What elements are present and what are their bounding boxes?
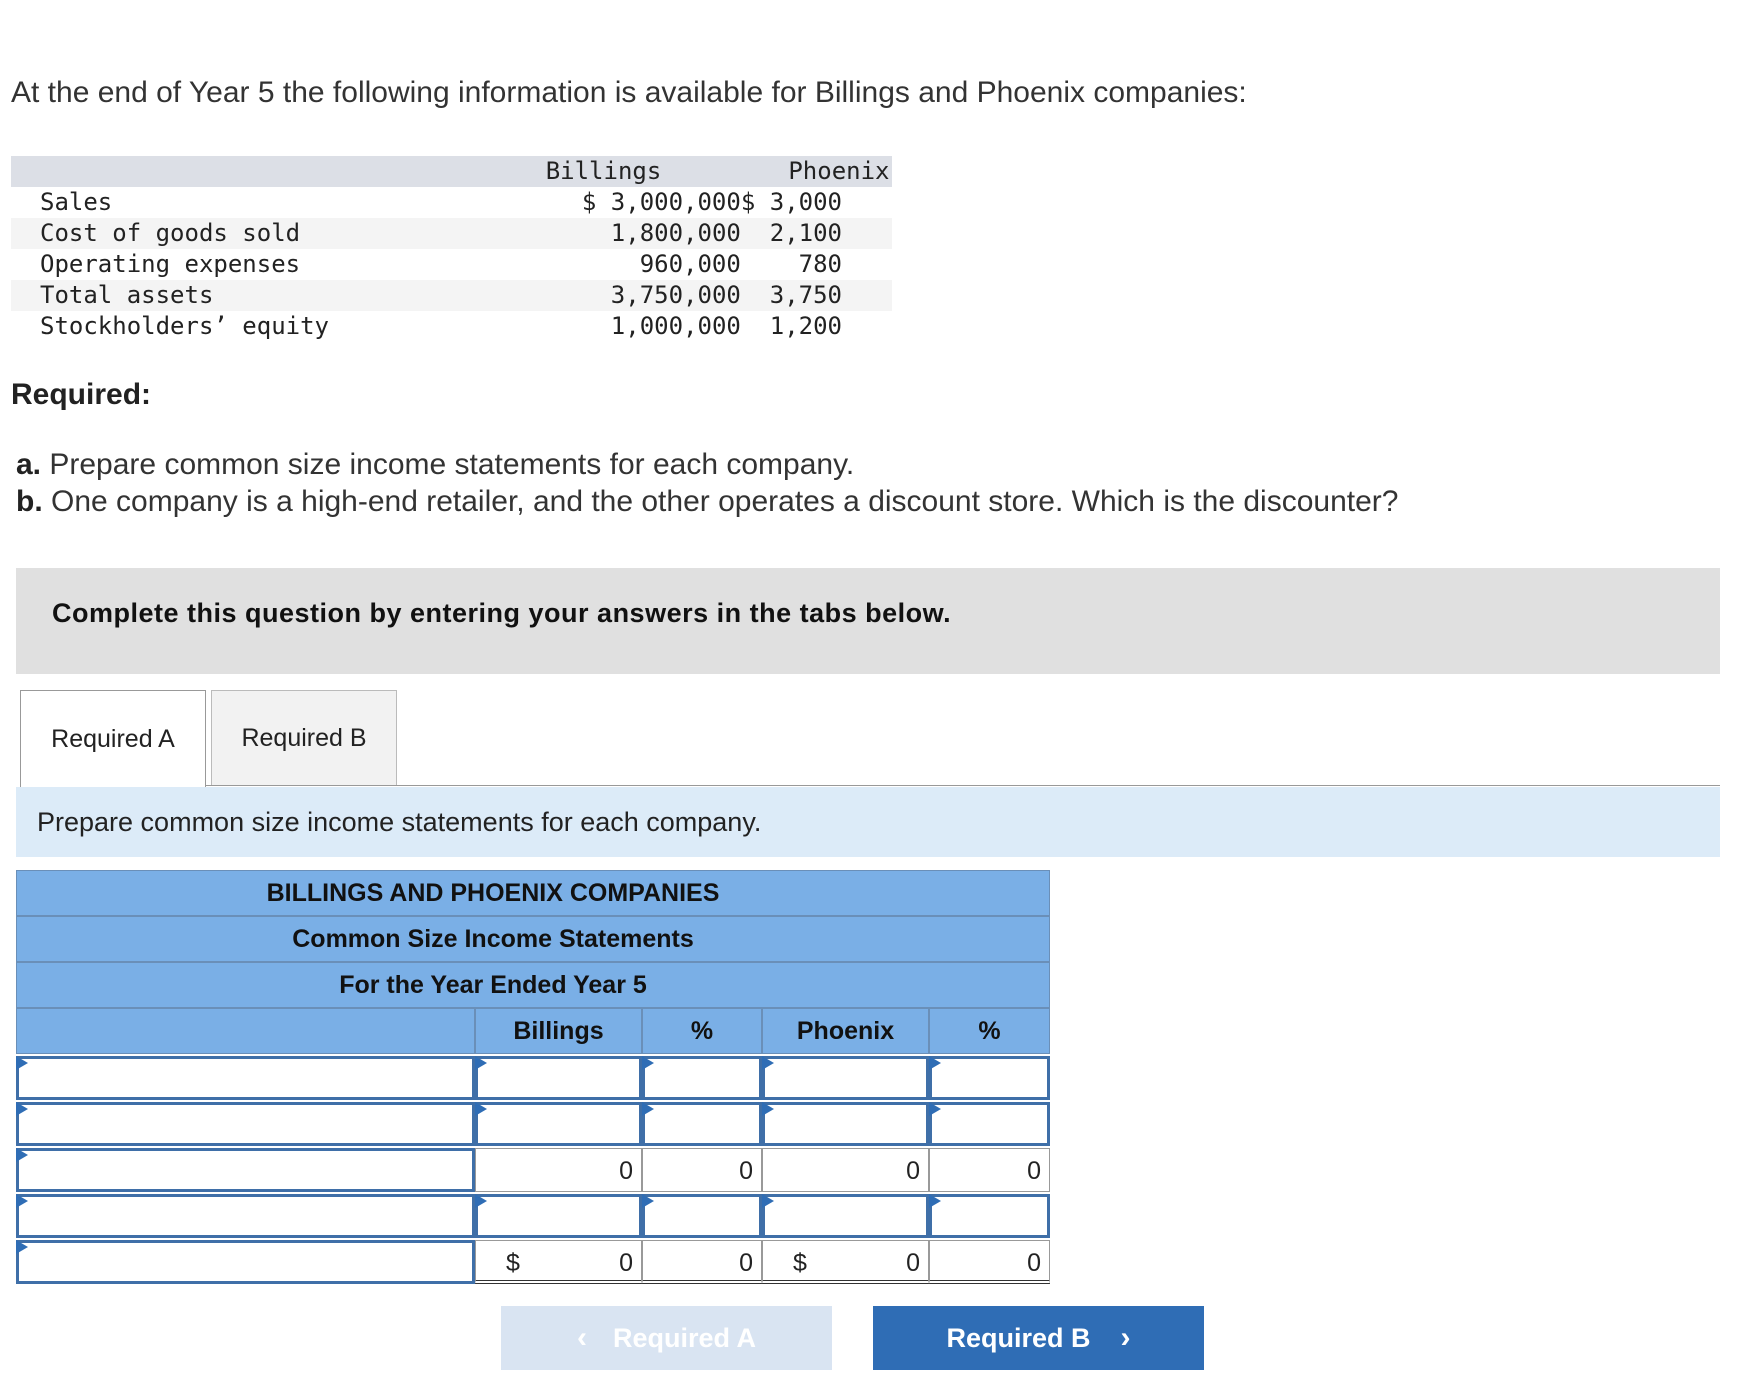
billings-pct-total-row5: 0 (642, 1240, 762, 1284)
dropdown-marker-icon (475, 1194, 487, 1208)
label-input-row1[interactable] (16, 1056, 475, 1100)
requirement-b (16, 485, 1398, 519)
phoenix-pct-computed-row3: 0 (929, 1148, 1050, 1192)
billings-pct-input-row1[interactable] (642, 1056, 762, 1100)
billings-value: 1,800,000 (356, 218, 741, 249)
requirement-b-text: One company is a high-end retailer, and the other operates a discount store. Which is the discounter? (51, 485, 1399, 518)
dropdown-marker-icon (475, 1102, 487, 1116)
chevron-right-icon: › (1120, 1321, 1131, 1354)
chevron-left-icon: ‹ (576, 1321, 587, 1354)
phoenix-input-row1[interactable] (762, 1056, 929, 1100)
requirement-a (16, 448, 854, 482)
label-input-row2[interactable] (16, 1102, 475, 1146)
billings-value: 960,000 (639, 250, 741, 278)
instruction-text: Prepare common size income statements for each company. (37, 807, 762, 837)
currency-symbol: $ (793, 1249, 807, 1277)
currency-symbol: $ (506, 1249, 520, 1277)
billings-total-row5: $ 0 (475, 1240, 642, 1284)
billings-pct-input-row2[interactable] (642, 1102, 762, 1146)
row-label: Stockholders’ equity (40, 312, 329, 340)
statement-title-period: For the Year Ended Year 5 (16, 962, 1050, 1008)
billings-pct-computed-row3: 0 (642, 1148, 762, 1192)
billings-value: $ 3,000,000 (581, 188, 741, 216)
label-input-row3[interactable] (16, 1148, 475, 1192)
prev-required-a-button[interactable] (501, 1306, 832, 1370)
header-phoenix: Phoenix (741, 156, 892, 187)
table-row (11, 218, 892, 249)
statement-title-name: Common Size Income Statements (16, 916, 1050, 962)
label-input-row4[interactable] (16, 1194, 475, 1238)
phoenix-value: 2,100 (741, 218, 892, 249)
table-row (11, 311, 892, 342)
row-label: Cost of goods sold (11, 218, 356, 249)
intro-text: At the end of Year 5 the following information is available for Billings and Phoenix companies: (11, 76, 1247, 109)
prev-button-label: Required A (612, 1322, 756, 1353)
dropdown-marker-icon (642, 1056, 654, 1070)
answer-grid (16, 870, 1050, 1288)
billings-value: 3,750,000 (356, 280, 741, 311)
requirement-a-letter: a. (16, 448, 42, 481)
billings-input-row1[interactable] (475, 1056, 642, 1100)
col-header-pct-billings: % (642, 1008, 762, 1054)
next-required-b-button[interactable] (873, 1306, 1204, 1370)
dropdown-marker-icon (16, 1240, 28, 1254)
billings-value: 1,000,000 (610, 312, 741, 340)
tab-required-a[interactable]: Required A (20, 690, 206, 787)
table-row (11, 280, 892, 311)
dropdown-marker-icon (475, 1056, 487, 1070)
phoenix-pct-input-row1[interactable] (929, 1056, 1050, 1100)
phoenix-value: $ 3,000 (740, 188, 842, 216)
phoenix-total-row5: $ 0 (762, 1240, 929, 1284)
dropdown-marker-icon (762, 1102, 774, 1116)
tab-required-b[interactable]: Required B (211, 690, 397, 786)
given-data-table (11, 156, 892, 342)
requirement-b-letter: b. (16, 485, 43, 518)
next-button-label: Required B (946, 1322, 1091, 1353)
phoenix-pct-total-row5: 0 (929, 1240, 1050, 1284)
table-header-row (11, 156, 892, 187)
requirement-a-text: Prepare common size income statements for each company. (49, 448, 855, 481)
row-label: Operating expenses (40, 250, 301, 278)
billings-computed-row3: 0 (475, 1148, 642, 1192)
phoenix-computed-row3: 0 (762, 1148, 929, 1192)
dropdown-marker-icon (762, 1056, 774, 1070)
instructions-banner (16, 568, 1720, 674)
dropdown-marker-icon (929, 1056, 941, 1070)
banner-text: Complete this question by entering your answers in the tabs below. (52, 598, 952, 628)
dropdown-marker-icon (929, 1102, 941, 1116)
phoenix-input-row2[interactable] (762, 1102, 929, 1146)
dropdown-marker-icon (16, 1102, 28, 1116)
col-header-billings: Billings (475, 1008, 642, 1054)
col-header-pct-phoenix: % (929, 1008, 1050, 1054)
row-label: Total assets (11, 280, 356, 311)
dropdown-marker-icon (929, 1194, 941, 1208)
billings-input-row2[interactable] (475, 1102, 642, 1146)
table-row (11, 187, 892, 218)
tab-divider (206, 785, 1720, 786)
dropdown-marker-icon (642, 1102, 654, 1116)
phoenix-pct-input-row2[interactable] (929, 1102, 1050, 1146)
col-header-phoenix: Phoenix (762, 1008, 929, 1054)
col-header-label (16, 1008, 475, 1054)
phoenix-pct-input-row4[interactable] (929, 1194, 1050, 1238)
statement-title-company: BILLINGS AND PHOENIX COMPANIES (16, 870, 1050, 916)
phoenix-input-row4[interactable] (762, 1194, 929, 1238)
label-input-row5[interactable] (16, 1240, 475, 1284)
header-billings: Billings (356, 156, 741, 187)
row-label: Sales (40, 188, 113, 216)
phoenix-value: 1,200 (769, 312, 842, 340)
table-row (11, 249, 892, 280)
tab-instruction (16, 787, 1720, 857)
billings-pct-input-row4[interactable] (642, 1194, 762, 1238)
dropdown-marker-icon (642, 1194, 654, 1208)
required-heading: Required: (11, 378, 152, 411)
phoenix-value: 780 (798, 250, 842, 278)
phoenix-value: 3,750 (741, 280, 892, 311)
dropdown-marker-icon (16, 1056, 28, 1070)
dropdown-marker-icon (16, 1148, 28, 1162)
dropdown-marker-icon (762, 1194, 774, 1208)
billings-input-row4[interactable] (475, 1194, 642, 1238)
dropdown-marker-icon (16, 1194, 28, 1208)
